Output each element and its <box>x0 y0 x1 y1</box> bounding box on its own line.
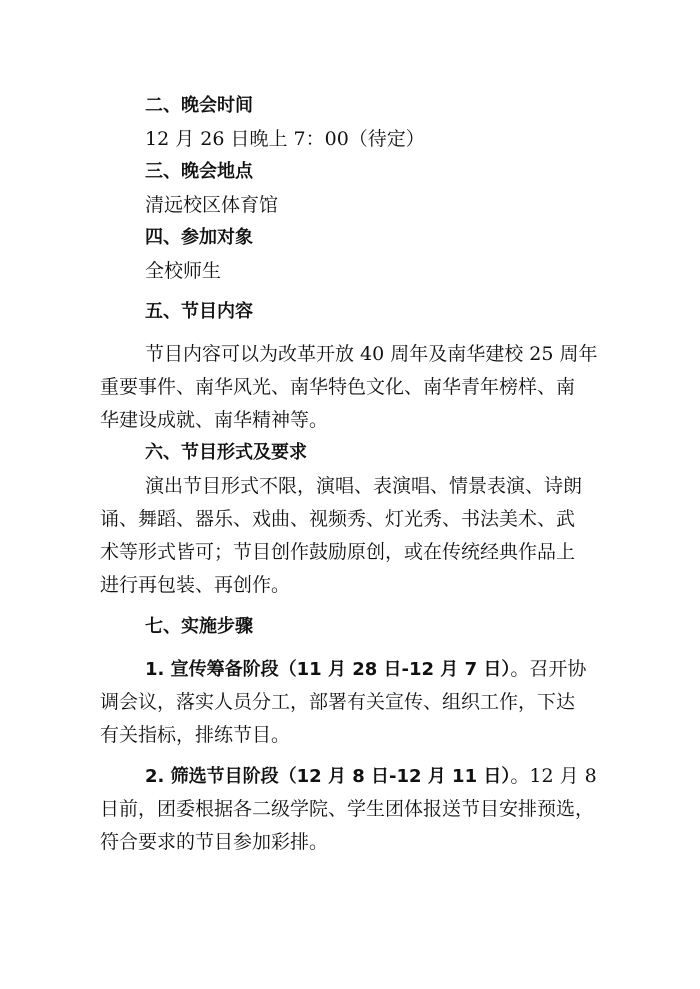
section-heading-program-format: 六、节目形式及要求 <box>145 442 307 463</box>
event-time-text: 12 月 26 日晚上 7：00（待定） <box>145 128 425 150</box>
step-2-title: 2. 筛选节目阶段（12 月 8 日-12 月 11 日） <box>145 766 511 787</box>
section-heading-time: 二、晚会时间 <box>145 95 253 116</box>
program-format-line: 演出节目形式不限，演唱、表演唱、情景表演、诗朗 <box>145 475 583 497</box>
step-1-text-start: 。召开协 <box>510 658 587 680</box>
section-heading-participants: 四、参加对象 <box>145 227 253 248</box>
participants-text: 全校师生 <box>145 260 222 282</box>
program-format-line: 诵、舞蹈、器乐、戏曲、视频秀、灯光秀、书法美术、武 <box>100 508 576 530</box>
step-1-title: 1. 宣传筹备阶段（11 月 28 日-12 月 7 日） <box>145 659 511 680</box>
program-content-line: 节目内容可以为改革开放 40 周年及南华建校 25 周年 <box>145 343 598 365</box>
step-1-line: 有关指标，排练节目。 <box>100 724 291 746</box>
section-heading-program-content: 五、节目内容 <box>145 301 253 322</box>
step-2-text-start: 。12 月 8 <box>510 765 597 787</box>
section-heading-implementation-steps: 七、实施步骤 <box>145 616 253 637</box>
step-2-line: 日前，团委根据各二级学院、学生团体报送节目安排预选， <box>100 798 595 820</box>
step-1-line: 调会议，落实人员分工，部署有关宣传、组织工作，下达 <box>100 691 576 713</box>
program-format-line: 术等形式皆可；节目创作鼓励原创，或在传统经典作品上 <box>100 541 576 563</box>
program-content-line: 华建设成就、南华精神等。 <box>100 409 329 431</box>
step-1-first-line <box>145 656 586 683</box>
section-heading-venue: 三、晚会地点 <box>145 161 253 182</box>
step-2-first-line <box>145 763 597 790</box>
venue-text: 清远校区体育馆 <box>145 194 279 216</box>
step-2-line: 符合要求的节目参加彩排。 <box>100 831 329 853</box>
program-format-line: 进行再包装、再创作。 <box>100 574 291 596</box>
program-content-line: 重要事件、南华风光、南华特色文化、南华青年榜样、南 <box>100 376 576 398</box>
